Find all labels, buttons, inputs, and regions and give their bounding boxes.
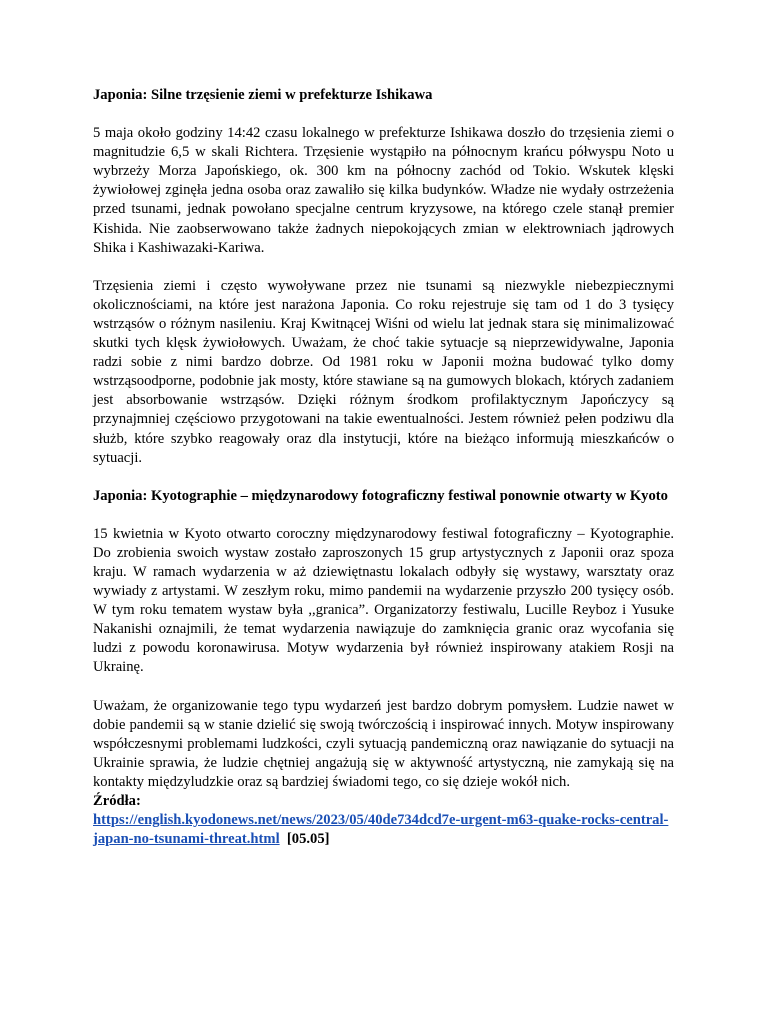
article-1-paragraph-1: 5 maja około godziny 14:42 czasu lokalnego w prefekturze Ishikawa doszło do trzęsienia ziemi o magnitudzie 6,5 w skali Richtera. Trzęsienie wystąpiło na północnym krańcu półwyspu Noto u wybrzeży Morza Japońskiego, ok. 300 km na północny zachód od Tokio. Wskutek klęski żywiołowej zginęła jedna osoba oraz zawaliło się kilka budynków. Władze nie wydały ostrzeżenia przed tsunami, jednak powołano specjalne centrum kryzysowe, na którego czele stanął premier Kishida. Nie zaobserwowano także żadnych niepokojących zmian w elektrowniach jądrowych Shika i Kashiwazaki-Kariwa. [93, 125, 674, 256]
source-link[interactable]: https://english.kyodonews.net/news/2023/05/40de734dcd7e-urgent-m63-quake-rocks-central-japan-no-tsunami-threat.html [93, 812, 669, 848]
source-item [93, 811, 674, 849]
article-2-title: Japonia: Kyotographie – międzynarodowy fotograficzny festiwal ponownie otwarty w Kyoto [93, 487, 668, 504]
source-date: [05.05] [286, 831, 330, 848]
document-page [93, 86, 674, 849]
article-1-title: Japonia: Silne trzęsienie ziemi w prefekturze Ishikawa [93, 87, 433, 103]
sources-title: Źródła: [93, 793, 141, 809]
article-2-paragraph-1: 15 kwietnia w Kyoto otwarto coroczny międzynarodowy festiwal fotograficzny – Kyotographie. Do zrobienia swoich wystaw zostało zaproszonych 15 grup artystycznych z Japonii oraz spoza kraju. W ramach wydarzenia w aż dziewiętnastu lokalach odbyły się wystawy, warsztaty oraz wywiady z artystami. W zeszłym roku, mimo pandemii na wydarzenie przyszło 200 tysięcy osób. W tym roku tematem wystaw była ,,granica”. Organizatorzy festiwalu, Lucille Reyboz i Yusuke Nakanishi oznajmili, że temat wydarzenia nawiązuje do zamknięcia granic oraz wycofania się ludzi z powodu koronawirusa. Motyw wydarzenia był również inspirowany atakiem Rosji na Ukrainę. [93, 525, 674, 676]
article-1-paragraph-2: Trzęsienia ziemi i często wywoływane przez nie tsunami są niezwykle niebezpiecznymi okolicznościami, na które jest narażona Japonia. Co roku rejestruje się tam od 1 do 3 tysięcy wstrząsów o różnym nasileniu. Kraj Kwitnącej Wiśni od wielu lat jednak stara się minimalizować skutki tych klęsk żywiołowych. Uważam, że choć takie sytuacje są nieprzewidywalne, Japonia radzi sobie z nimi bardzo dobrze. Od 1981 roku w Japonii można budować tylko domy wstrząsoodporne, podobnie jak mosty, które stawiane są na gumowych blokach, których zadaniem jest absorbowanie wstrząsów. Dzięki różnym środkom profilaktycznym Japończycy są przynajmniej częściowo przygotowani na takie ewentualności. Jestem również pełen podziwu dla służb, które szybko reagowały oraz dla instytucji, które na bieżąco informują mieszkańców o sytuacji. [93, 277, 674, 466]
article-2-paragraph-2: Uważam, że organizowanie tego typu wydarzeń jest bardzo dobrym pomysłem. Ludzie nawet w dobie pandemii są w stanie dzielić się swoją twórczością i inspirować innych. Motyw inspirowany współczesnymi problemami ludzkości, czyli sytuacją pandemiczną oraz nawiązanie do sytuacji na Ukrainie sprawia, że ludzie chętniej angażują się w aktywność artystyczną, nie zamykają się na kontakty międzyludzkie oraz są bardziej świadomi tego, co się dzieje wokół nich. [93, 697, 674, 790]
